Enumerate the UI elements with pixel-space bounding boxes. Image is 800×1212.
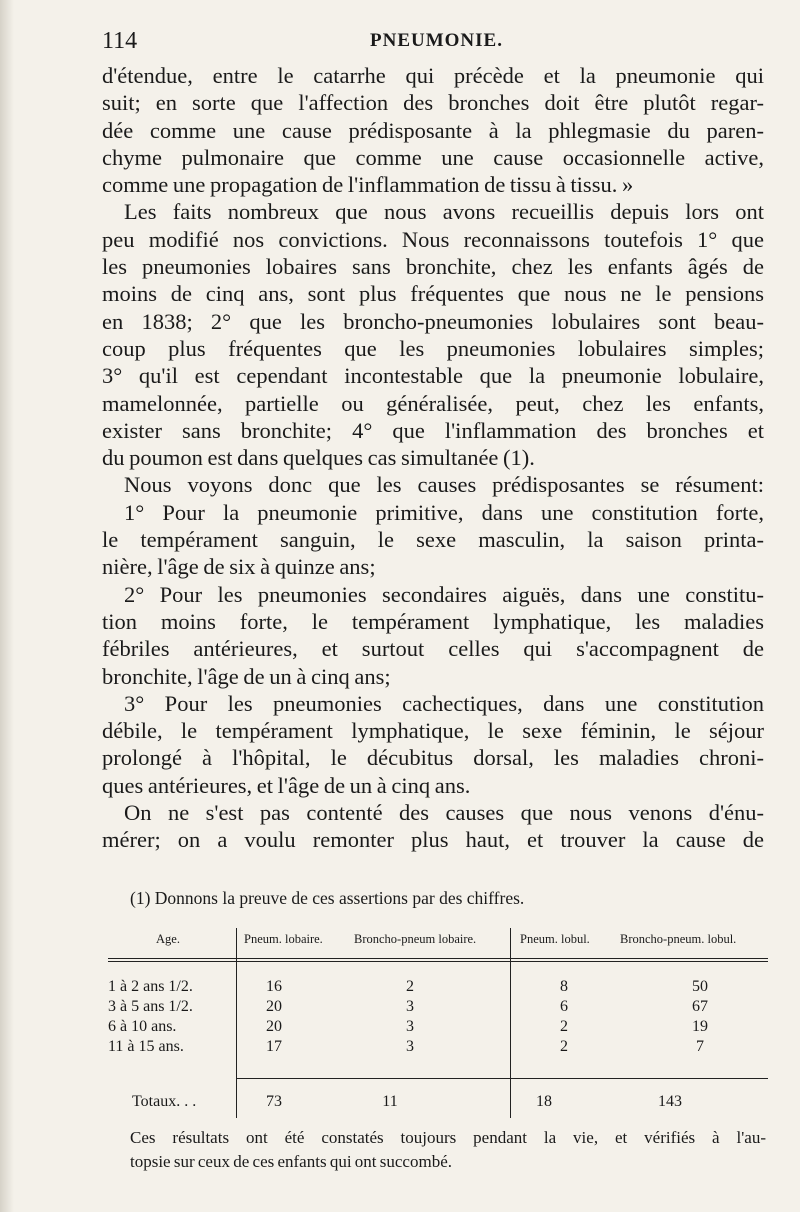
body-line: ques antérieures, et l'âge de un à cinq ans. (102, 772, 471, 798)
cell-value: 7 (696, 1038, 704, 1055)
cell-age: 11 à 15 ans. (108, 1038, 184, 1055)
body-line: en 1838; 2° que les broncho-pneumonies lobulaires sont beau- (102, 308, 764, 334)
body-line: les pneumonies lobaires sans bronchite, chez les enfants âgés de (102, 254, 764, 280)
cell-value: 19 (692, 1018, 708, 1035)
header-pneum-lobul: Pneum. lobul. (520, 932, 590, 946)
body-line: coup plus fréquentes que les pneumonies lobulaires simples; (102, 335, 764, 361)
body-line: suit; en sorte que l'affection des bronches doit être plutôt regar- (102, 90, 764, 116)
total-value: 11 (382, 1093, 398, 1110)
body-line: du poumon est dans quelques cas simultanée (1). (102, 445, 535, 471)
running-title: PNEUMONIE. (370, 30, 503, 51)
cell-value: 20 (266, 998, 282, 1015)
cell-value: 67 (692, 998, 708, 1015)
cell-value: 50 (692, 978, 708, 995)
body-line: 3° Pour les pneumonies cachectiques, dans une constitution (124, 690, 764, 716)
body-line: le tempérament sanguin, le sexe masculin, la saison printa- (102, 527, 764, 553)
closing-line: topsie sur ceux de ces enfants qui ont succombé. (130, 1152, 452, 1171)
body-line: mérer; on a voulu remonter plus haut, et trouver la cause de (102, 827, 764, 853)
body-line: prolongé à l'hôpital, le décubitus dorsal, les maladies chroni- (102, 745, 764, 771)
cell-value: 3 (406, 1038, 414, 1055)
body-line: On ne s'est pas contenté des causes que nous venons d'énu- (124, 800, 764, 826)
cell-value: 16 (266, 978, 282, 995)
totals-label: Totaux. . . (132, 1093, 197, 1110)
cell-value: 17 (266, 1038, 282, 1055)
cell-value: 8 (560, 978, 568, 995)
cell-value: 2 (406, 978, 414, 995)
header-broncho-pneum-lobaire: Broncho-pneum lobaire. (354, 932, 477, 946)
body-line: 2° Pour les pneumonies secondaires aiguës, dans une constitu- (124, 581, 764, 607)
body-line: peu modifié nos convictions. Nous reconnaissons toutefois 1° que (102, 226, 764, 252)
body-line: 1° Pour la pneumonie primitive, dans une constitution forte, (124, 499, 764, 525)
cell-age: 6 à 10 ans. (108, 1018, 177, 1035)
body-line: mamelonnée, partielle ou généralisée, peut, chez les enfants, (102, 390, 764, 416)
page-number: 114 (102, 28, 138, 54)
body-line: moins de cinq ans, sont plus fréquentes que nous ne le pensions (102, 281, 764, 307)
header-pneum-lobaire: Pneum. lobaire. (244, 932, 323, 946)
total-value: 18 (536, 1093, 552, 1110)
cell-value: 2 (560, 1018, 568, 1035)
body-text (102, 62, 764, 854)
body-line: Les faits nombreux que nous avons recueillis depuis lors ont (124, 199, 764, 225)
cell-age: 1 à 2 ans 1/2. (108, 978, 193, 995)
header-rule (108, 958, 768, 959)
body-line: comme une propagation de l'inflammation de tissu à tissu. » (102, 172, 634, 198)
column-divider (510, 928, 511, 1118)
cell-value: 6 (560, 998, 568, 1015)
body-line: tion moins forte, le tempérament lymphatique, les maladies (102, 608, 764, 634)
body-line: 3° qu'il est cependant incontestable que la pneumonie lobulaire, (102, 363, 764, 389)
header-broncho-pneum-lobul: Broncho-pneum. lobul. (620, 932, 737, 946)
closing-note (130, 1126, 766, 1174)
body-line: bronchite, l'âge de un à cinq ans; (102, 663, 391, 689)
page-edge-shadow (0, 0, 14, 1212)
body-line: chyme pulmonaire que comme une cause occasionnelle active, (102, 144, 764, 170)
cell-age: 3 à 5 ans 1/2. (108, 998, 193, 1015)
body-line: dée comme une cause prédisposante à la phlegmasie du paren- (102, 117, 764, 143)
footnote: (1) Donnons la preuve de ces assertions par des chiffres. (130, 888, 525, 908)
header-rule (108, 961, 768, 962)
cell-value: 2 (560, 1038, 568, 1055)
table-header-row (108, 928, 768, 954)
closing-line: Ces résultats ont été constatés toujours pendant la vie, et vérifiés à l'au- (130, 1128, 766, 1147)
body-line: d'étendue, entre le catarrhe qui précède et la pneumonie qui (102, 63, 764, 88)
body-line: nière, l'âge de six à quinze ans; (102, 554, 376, 580)
page-header (102, 28, 762, 58)
body-line: Nous voyons donc que les causes prédisposantes se résument: (124, 472, 764, 498)
body-line: débile, le tempérament lymphatique, le sexe féminin, le séjour (102, 718, 764, 744)
cell-value: 20 (266, 1018, 282, 1035)
cell-value: 3 (406, 998, 414, 1015)
total-value: 143 (658, 1093, 682, 1110)
cell-value: 3 (406, 1018, 414, 1035)
body-line: exister sans bronchite; 4° que l'inflammation des bronches et (102, 417, 764, 443)
total-value: 73 (266, 1093, 282, 1110)
header-age: Age. (156, 932, 180, 946)
body-line: fébriles antérieures, et surtout celles qui s'accompagnent de (102, 636, 764, 662)
totals-rule (236, 1078, 768, 1079)
column-divider (236, 928, 237, 1118)
